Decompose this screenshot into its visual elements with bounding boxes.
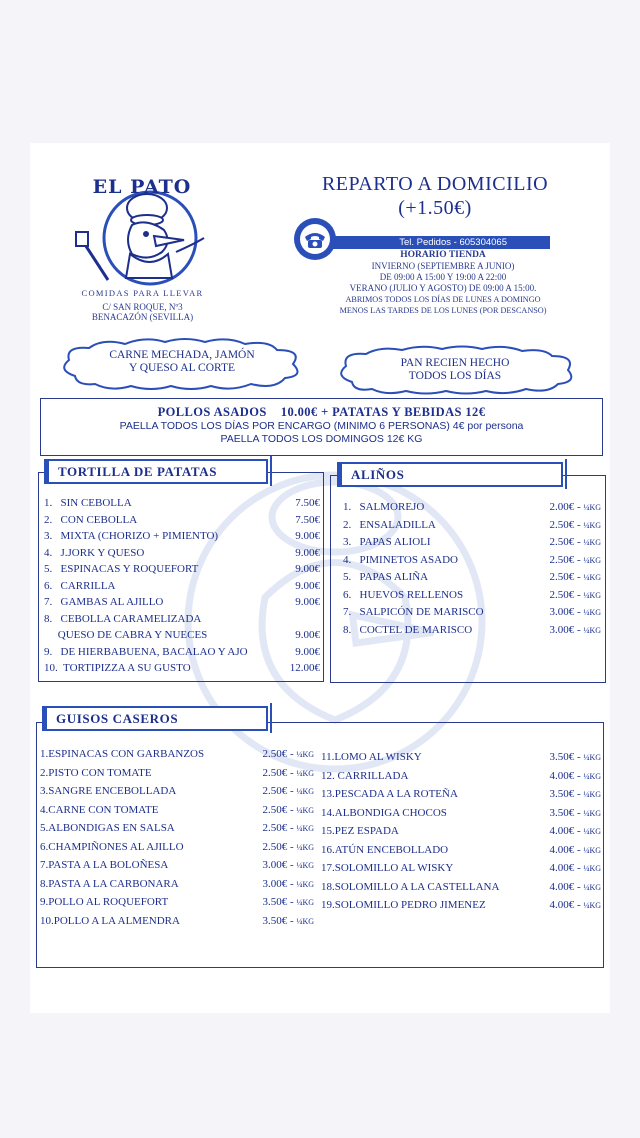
menu-item-price-group xyxy=(550,604,601,621)
menu-item-row xyxy=(44,644,320,660)
price-unit: ¼KG xyxy=(296,861,314,870)
menu-item-price-group xyxy=(295,627,320,643)
price-unit: ¼KG xyxy=(583,625,601,635)
menu-item-row xyxy=(343,534,601,550)
price-unit: ¼KG xyxy=(296,842,314,852)
price-separator: - xyxy=(574,769,584,782)
menu-item-row xyxy=(44,545,320,561)
cloud-line: PAN RECIEN HECHO xyxy=(400,357,510,369)
menu-item-price-group xyxy=(295,495,320,511)
price-unit: ¼KG xyxy=(296,898,314,907)
menu-item-price-group xyxy=(263,783,314,800)
menu-item-price-group xyxy=(263,876,314,893)
menu-item-name: 5.ALBONDIGAS EN SALSA xyxy=(40,822,175,834)
menu-item-name: 2. ENSALADILLA xyxy=(343,518,436,531)
price-unit: ¼KG xyxy=(583,538,601,547)
price-unit: ¼KG xyxy=(583,864,601,873)
menu-item-price: 2.50€ xyxy=(549,536,575,548)
menu-item-price: 2.50€ xyxy=(262,822,288,834)
cloud-right-text xyxy=(360,357,550,383)
menu-item-price-group xyxy=(263,746,314,763)
menu-item-price: 2.50€ xyxy=(262,766,288,779)
menu-item-row xyxy=(343,517,601,533)
menu-item-price: 2.50€ xyxy=(262,803,288,816)
menu-item-price: 4.00€ xyxy=(549,825,575,837)
menu-item-row xyxy=(40,820,314,836)
price-separator: - xyxy=(287,748,297,760)
price-unit: ¼KG xyxy=(296,768,314,778)
menu-item-name: 8.PASTA A LA CARBONARA xyxy=(40,877,179,890)
menu-item-name: 2.PISTO CON TOMATE xyxy=(40,766,152,779)
pollos-line: POLLOS ASADOS 10.00€ + PATATAS Y BEBIDAS 12€ xyxy=(157,405,486,419)
menu-item-price: 12.00€ xyxy=(289,662,320,674)
menu-item-price: 2.50€ xyxy=(549,571,575,583)
menu-item-name: QUESO DE CABRA Y NUECES xyxy=(44,629,208,641)
price-separator: - xyxy=(574,751,584,763)
menu-item-row xyxy=(321,823,601,839)
menu-item-row xyxy=(40,802,314,818)
guisos-title: GUISOS CASEROS xyxy=(42,706,268,731)
menu-item-price-group xyxy=(263,802,314,819)
menu-item-row xyxy=(321,749,601,765)
price-unit: ¼KG xyxy=(296,750,314,759)
menu-item-price: 2.50€ xyxy=(549,588,575,601)
menu-item-row xyxy=(44,512,320,528)
menu-item-price-group xyxy=(263,857,314,874)
menu-item-price-group xyxy=(295,545,320,561)
price-separator: - xyxy=(287,803,297,816)
hours-line: DE 09:00 A 15:00 Y 19:00 A 22:00 xyxy=(379,272,507,282)
menu-item-name: 5. PAPAS ALIÑA xyxy=(343,571,429,583)
price-separator: - xyxy=(287,766,297,779)
paella-daily-line: PAELLA TODOS LOS DÍAS POR ENCARGO (MINIMO 6 PERSONAS) 4€ por persona xyxy=(119,420,524,432)
menu-item-row xyxy=(44,561,320,577)
price-separator: - xyxy=(574,843,584,856)
menu-item-price: 2.50€ xyxy=(549,553,575,566)
price-separator: - xyxy=(287,822,297,834)
cloud-line: Y QUESO AL CORTE xyxy=(128,362,236,374)
menu-item-name: 10. TORTIPIZZA A SU GUSTO xyxy=(44,662,191,674)
menu-item-price: 2.50€ xyxy=(262,785,288,797)
menu-item-price: 3.00€ xyxy=(549,606,575,618)
price-unit: ¼KG xyxy=(296,824,314,833)
price-unit: ¼KG xyxy=(296,879,314,889)
menu-item-name: 3. PAPAS ALIOLI xyxy=(343,536,431,548)
menu-item-price-group xyxy=(550,517,601,534)
menu-item-price: 9.00€ xyxy=(295,563,320,575)
menu-item-name: 1. SIN CEBOLLA xyxy=(44,497,132,509)
price-unit: ¼KG xyxy=(583,555,601,565)
address-line: C/ SAN ROQUE, Nº3 xyxy=(102,302,183,312)
price-unit: ¼KG xyxy=(583,753,601,762)
menu-item-name: 17.SOLOMILLO AL WISKY xyxy=(321,862,454,874)
price-separator: - xyxy=(287,914,297,927)
logo-title: EL PATO xyxy=(92,176,192,198)
price-unit: ¼KG xyxy=(583,520,601,530)
menu-item-price: 3.00€ xyxy=(262,859,288,871)
menu-item-row xyxy=(44,528,320,544)
menu-item-name: 16.ATÚN ENCEBOLLADO xyxy=(321,843,449,856)
menu-item-price: 3.00€ xyxy=(549,623,575,636)
price-separator: - xyxy=(574,899,584,911)
price-separator: - xyxy=(574,571,584,583)
price-unit: ¼KG xyxy=(296,805,314,815)
cloud-line: TODOS LOS DÍAS xyxy=(408,370,502,382)
menu-item-name: 6.CHAMPIÑONES AL AJILLO xyxy=(40,840,184,853)
menu-item-price-group xyxy=(550,842,601,859)
hours-line: INVIERNO (SEPTIEMBRE A JUNIO) xyxy=(371,261,515,271)
menu-item-name: 1.ESPINACAS CON GARBANZOS xyxy=(40,748,205,760)
menu-item-name: 18.SOLOMILLO A LA CASTELLANA xyxy=(321,880,500,893)
menu-item-name: 8. COCTEL DE MARISCO xyxy=(343,623,473,636)
price-separator: - xyxy=(287,785,297,797)
menu-item-name: 1. SALMOREJO xyxy=(343,501,425,513)
menu-item-price-group xyxy=(263,894,314,911)
price-unit: ¼KG xyxy=(583,771,601,781)
menu-item-price: 3.50€ xyxy=(549,806,575,819)
delivery-title xyxy=(290,172,580,220)
price-separator: - xyxy=(574,553,584,566)
price-unit: ¼KG xyxy=(583,827,601,836)
menu-item-price-group xyxy=(263,765,314,782)
hours-line: MENOS LAS TARDES DE LOS LUNES (POR DESCANSO) xyxy=(339,306,547,315)
menu-item-price-group xyxy=(550,860,601,877)
menu-item-row xyxy=(343,604,601,620)
hours-line: ABRIMOS TODOS LOS DÍAS DE LUNES A DOMINGO xyxy=(345,295,541,304)
menu-item-row xyxy=(44,660,320,676)
tortilla-title: TORTILLA DE PATATAS xyxy=(44,459,268,484)
menu-item-price: 2.00€ xyxy=(549,501,575,513)
menu-item-name: 3.SANGRE ENCEBOLLADA xyxy=(40,785,177,797)
menu-item-row xyxy=(321,897,601,913)
menu-item-price-group xyxy=(263,913,314,930)
menu-item-row xyxy=(321,768,601,784)
menu-item-name: 7.PASTA A LA BOLOÑESA xyxy=(40,859,169,871)
menu-item-price: 4.00€ xyxy=(549,880,575,893)
logo-subtitle: COMIDAS PARA LLEVAR xyxy=(81,288,204,298)
menu-item-row xyxy=(40,876,314,892)
menu-item-name: 2. CON CEBOLLA xyxy=(44,513,138,526)
menu-item-price: 9.00€ xyxy=(295,546,320,559)
price-separator: - xyxy=(574,606,584,618)
cloud-left-text xyxy=(80,349,284,375)
menu-item-row xyxy=(44,611,320,627)
menu-item-price: 7.50€ xyxy=(295,497,320,509)
menu-item-price: 9.00€ xyxy=(295,629,320,641)
menu-item-row xyxy=(40,783,314,799)
price-separator: - xyxy=(574,588,584,601)
menu-item-price-group xyxy=(295,528,320,544)
menu-item-row xyxy=(40,765,314,781)
price-separator: - xyxy=(574,806,584,819)
menu-item-price-group xyxy=(290,660,320,676)
menu-item-price-group xyxy=(263,839,314,856)
menu-item-name: 10.POLLO A LA ALMENDRA xyxy=(40,914,180,927)
menu-item-price-group xyxy=(295,512,320,528)
price-separator: - xyxy=(574,518,584,531)
menu-item-price: 3.50€ xyxy=(262,914,288,927)
cloud-line: CARNE MECHADA, JAMÓN xyxy=(109,349,255,361)
menu-item-price: 4.00€ xyxy=(549,843,575,856)
price-unit: ¼KG xyxy=(583,790,601,799)
menu-item-name: 13.PESCADA A LA ROTEÑA xyxy=(321,788,458,800)
price-unit: ¼KG xyxy=(583,573,601,582)
delivery-title-line: REPARTO A DOMICILIO xyxy=(321,173,549,195)
menu-item-name: 12. CARRILLADA xyxy=(321,769,409,782)
price-unit: ¼KG xyxy=(583,590,601,600)
menu-item-name: 5. ESPINACAS Y ROQUEFORT xyxy=(44,563,199,575)
menu-item-price-group xyxy=(550,499,601,516)
menu-item-row xyxy=(321,786,601,802)
menu-item-price: 2.50€ xyxy=(262,840,288,853)
price-separator: - xyxy=(574,825,584,837)
menu-item-price-group xyxy=(263,820,314,837)
menu-item-price-group xyxy=(550,622,601,639)
store-hours xyxy=(318,250,568,316)
price-separator: - xyxy=(574,862,584,874)
menu-item-row xyxy=(44,594,320,610)
menu-item-row xyxy=(40,746,314,762)
menu-item-name: 3. MIXTA (CHORIZO + PIMIENTO) xyxy=(44,530,219,542)
menu-item-price-group xyxy=(295,644,320,660)
menu-item-price: 9.00€ xyxy=(295,530,320,542)
menu-item-name: 4. PIMINETOS ASADO xyxy=(343,553,459,566)
price-unit: ¼KG xyxy=(583,845,601,855)
menu-item-row xyxy=(40,913,314,929)
price-unit: ¼KG xyxy=(296,916,314,926)
price-separator: - xyxy=(574,788,584,800)
menu-item-row xyxy=(321,842,601,858)
price-separator: - xyxy=(287,877,297,890)
price-separator: - xyxy=(287,859,297,871)
menu-item-price-group xyxy=(550,569,601,586)
menu-item-name: 11.LOMO AL WISKY xyxy=(321,751,422,763)
menu-item-price: 4.00€ xyxy=(549,862,575,874)
menu-item-row xyxy=(321,805,601,821)
menu-item-name: 6. HUEVOS RELLENOS xyxy=(343,588,464,601)
menu-item-price: 4.00€ xyxy=(549,899,575,911)
menu-item-name: 9.POLLO AL ROQUEFORT xyxy=(40,896,169,908)
menu-item-price: 3.50€ xyxy=(262,896,288,908)
menu-item-row xyxy=(40,839,314,855)
logo-address xyxy=(60,303,225,322)
menu-item-row xyxy=(343,569,601,585)
menu-item-row xyxy=(44,627,320,643)
address-line: BENACAZÓN (SEVILLA) xyxy=(91,311,194,322)
menu-item-price: 3.50€ xyxy=(549,751,575,763)
price-separator: - xyxy=(287,840,297,853)
price-unit: ¼KG xyxy=(583,808,601,818)
paella-sunday-line: PAELLA TODOS LOS DOMINGOS 12€ KG xyxy=(220,433,423,445)
price-unit: ¼KG xyxy=(296,787,314,796)
menu-item-price-group xyxy=(550,749,601,766)
price-separator: - xyxy=(574,880,584,893)
menu-item-price-group xyxy=(550,897,601,914)
menu-item-row xyxy=(343,622,601,638)
menu-item-row xyxy=(343,587,601,603)
price-unit: ¼KG xyxy=(583,503,601,512)
menu-item-name: 7. SALPICÓN DE MARISCO xyxy=(343,606,484,618)
price-separator: - xyxy=(287,896,297,908)
menu-item-price: 9.00€ xyxy=(295,596,320,608)
menu-item-price-group xyxy=(550,768,601,785)
phone-number[interactable]: Tel. Pedidos - 605304065 xyxy=(322,236,550,249)
menu-item-row xyxy=(44,578,320,594)
menu-item-price-group xyxy=(550,786,601,803)
price-unit: ¼KG xyxy=(583,901,601,910)
menu-item-name: 8. CEBOLLA CARAMELIZADA xyxy=(44,612,202,625)
price-unit: ¼KG xyxy=(583,882,601,892)
store-hours-title: HORARIO TIENDA xyxy=(400,250,486,260)
menu-item-row xyxy=(321,879,601,895)
pollos-box xyxy=(40,398,603,456)
menu-item-row xyxy=(40,894,314,910)
menu-item-price: 2.50€ xyxy=(262,748,288,760)
hours-line: VERANO (JULIO Y AGOSTO) DE 09:00 A 15:00. xyxy=(349,283,537,293)
menu-item-price: 3.50€ xyxy=(549,788,575,800)
menu-item-price-group xyxy=(550,587,601,604)
price-separator: - xyxy=(574,501,584,513)
menu-item-name: 7. GAMBAS AL AJILLO xyxy=(44,596,164,608)
menu-item-row xyxy=(321,860,601,876)
menu-item-price-group xyxy=(550,552,601,569)
menu-item-price: 3.00€ xyxy=(262,877,288,890)
menu-item-row xyxy=(40,857,314,873)
menu-item-price-group xyxy=(550,534,601,551)
menu-item-name: 14.ALBONDIGA CHOCOS xyxy=(321,806,447,819)
menu-item-row xyxy=(44,495,320,511)
menu-item-price: 2.50€ xyxy=(549,518,575,531)
menu-item-row xyxy=(343,499,601,515)
menu-item-price-group xyxy=(295,561,320,577)
price-separator: - xyxy=(574,536,584,548)
menu-item-price: 9.00€ xyxy=(295,645,320,658)
alinos-title: ALIÑOS xyxy=(337,462,563,487)
menu-item-price: 4.00€ xyxy=(549,769,575,782)
menu-item-price-group xyxy=(550,823,601,840)
menu-item-name: 6. CARRILLA xyxy=(44,579,116,592)
menu-item-name: 19.SOLOMILLO PEDRO JIMENEZ xyxy=(321,899,486,911)
price-unit: ¼KG xyxy=(583,608,601,617)
menu-item-row xyxy=(343,552,601,568)
menu-item-price: 7.50€ xyxy=(295,513,320,526)
menu-item-name: 9. DE HIERBABUENA, BACALAO Y AJO xyxy=(44,645,248,658)
menu-item-name: 15.PEZ ESPADA xyxy=(321,825,399,837)
menu-item-price-group xyxy=(295,594,320,610)
menu-item-price-group xyxy=(550,879,601,896)
menu-item-price: 9.00€ xyxy=(295,579,320,592)
menu-item-name: 4.CARNE CON TOMATE xyxy=(40,803,159,816)
price-separator: - xyxy=(574,623,584,636)
menu-item-name: 4. J.JORK Y QUESO xyxy=(44,546,145,559)
menu-item-price-group xyxy=(550,805,601,822)
menu-item-price-group xyxy=(295,578,320,594)
delivery-price: (+1.50€) xyxy=(398,197,472,219)
